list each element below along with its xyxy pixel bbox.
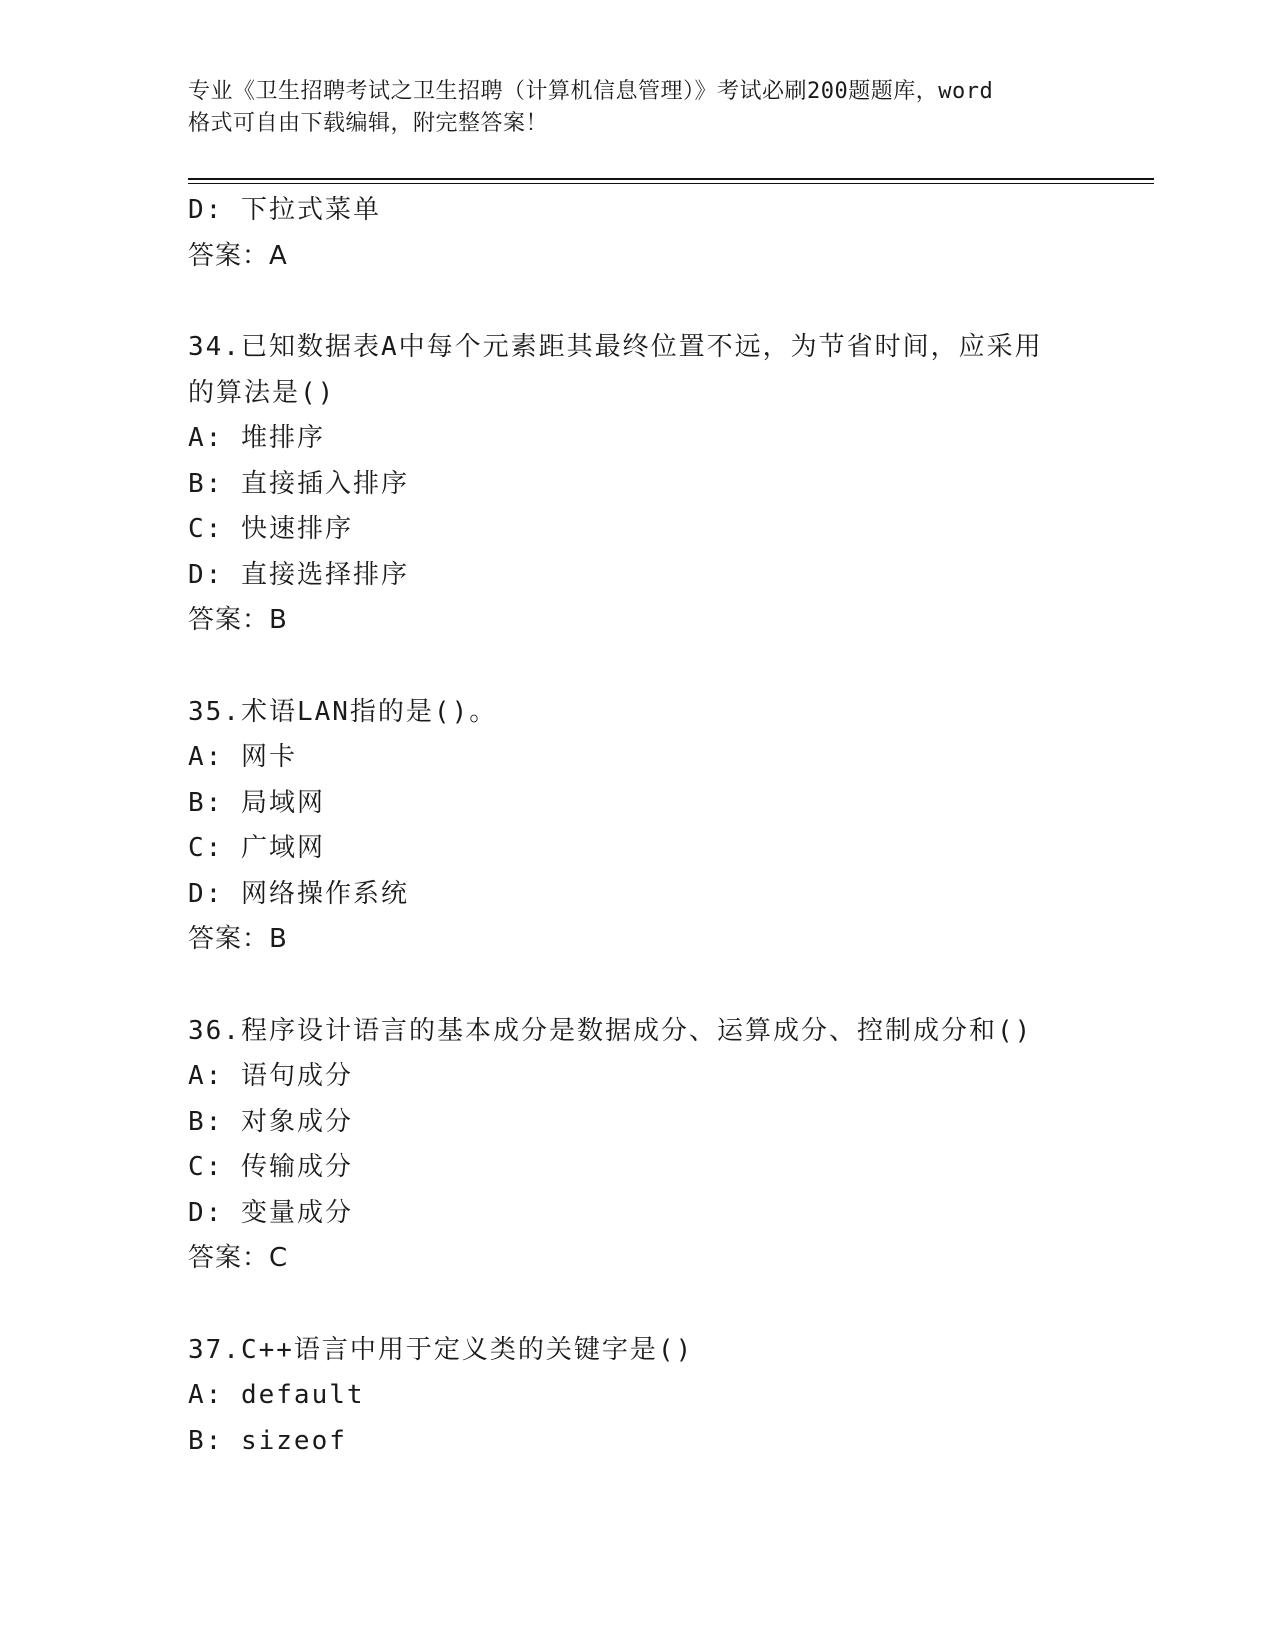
- option-line: B: 局域网: [188, 787, 325, 818]
- option-line: A: 网卡: [188, 742, 297, 772]
- question-list: [188, 188, 1148, 1464]
- option-line: C: 传输成分: [188, 1152, 353, 1182]
- answer-line: 答案：B: [188, 605, 288, 635]
- question-text: 37.C++语言中用于定义类的关键字是(): [188, 1334, 694, 1365]
- option-line: B: 对象成分: [188, 1106, 353, 1137]
- question-text: 34.已知数据表A中每个元素距其最终位置不远，为节省时间，应采用: [188, 332, 1043, 362]
- header-line-2: 格式可自由下载编辑，附完整答案！: [188, 111, 549, 136]
- option-line: C: 广域网: [188, 833, 325, 863]
- answer-line: 答案：C: [188, 1243, 289, 1273]
- spacer: [188, 1282, 1148, 1328]
- header-rule-thin: [188, 183, 1154, 184]
- option-line: D: 直接选择排序: [188, 559, 409, 590]
- question-text: 的算法是(): [188, 377, 336, 408]
- option-line: C: 快速排序: [188, 514, 353, 544]
- question-text: 36.程序设计语言的基本成分是数据成分、运算成分、控制成分和(): [188, 1015, 1033, 1046]
- question-text: 35.术语LAN指的是()。: [188, 696, 498, 727]
- option-line: B: 直接插入排序: [188, 468, 409, 499]
- option-line: B: sizeof: [188, 1425, 347, 1456]
- header-line-1: 专业《卫生招聘考试之卫生招聘（计算机信息管理）》考试必刷200题题库，word: [188, 79, 994, 104]
- option-line: D: 下拉式菜单: [188, 195, 381, 225]
- option-line: D: 网络操作系统: [188, 878, 409, 909]
- spacer: [188, 279, 1148, 325]
- header-rule-thick: [188, 178, 1154, 180]
- document-header: [188, 76, 1088, 140]
- answer-line: 答案：A: [188, 240, 288, 271]
- option-line: A: default: [188, 1380, 365, 1410]
- spacer: [188, 644, 1148, 690]
- spacer: [188, 963, 1148, 1009]
- answer-line: 答案：B: [188, 924, 288, 954]
- option-line: D: 变量成分: [188, 1197, 353, 1228]
- option-line: A: 堆排序: [188, 423, 325, 453]
- option-line: A: 语句成分: [188, 1061, 353, 1091]
